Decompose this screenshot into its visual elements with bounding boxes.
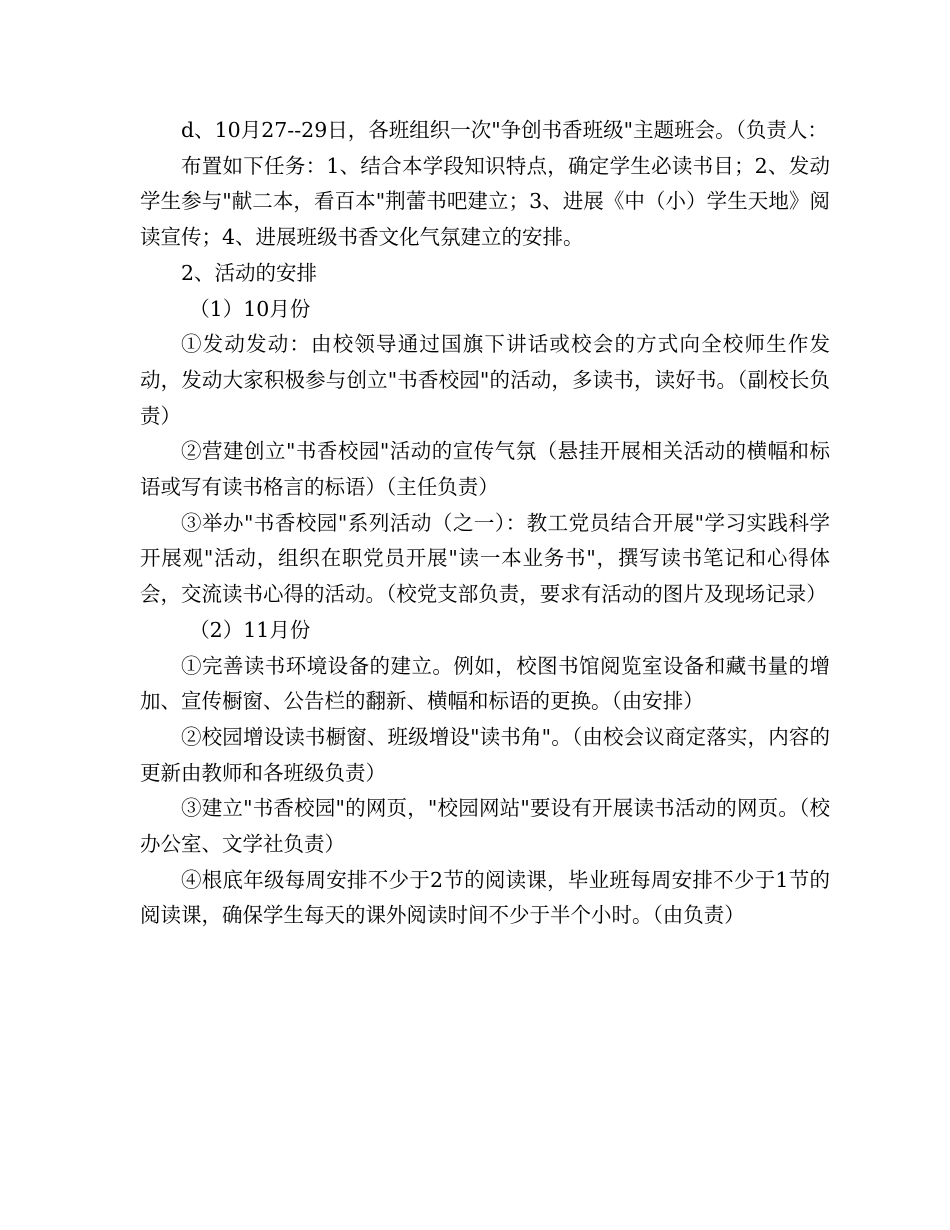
paragraph-october-item-1: ①发动发动：由校领导通过国旗下讲话或校会的方式向全校师生作发动，发动大家积极参与创立"书香校园"的活动，多读书，读好书。（副校长负责） [140,332,830,428]
paragraph-tasks: 布置如下任务：1、结合本学段知识特点，确定学生必读书目；2、发动学生参与"献二本，看百本"荆蕾书吧建立；3、进展《中（小）学生天地》阅读宣传；4、进展班级书香文化气氛建立的安排。 [140,153,830,250]
paragraph-october-item-3: ③举办"书香校园"系列活动（之一）：教工党员结合开展"学习实践科学开展观"活动，组织在职党员开展"读一本业务书"，撰写读书笔记和心得体会，交流读书心得的活动。（校党支部负责，要求有活动的图片及现场记录） [140,510,830,607]
section-heading-activity-schedule: 2、活动的安排 [181,260,318,285]
paragraph-november-item-2: ②校园增设读书橱窗、班级增设"读书角"。（由校会议商定落实，内容的更新由教师和各班级负责） [140,724,830,785]
paragraph-november-item-1: ①完善读书环境设备的建立。例如，校图书馆阅览室设备和藏书量的增加、宣传橱窗、公告栏的翻新、横幅和标语的更换。（由安排） [140,653,830,714]
subheading-november: （2）11月份 [189,617,311,642]
paragraph-november-item-4: ④根底年级每周安排不少于2节的阅读课，毕业班每周安排不少于1节的阅读课，确保学生每天的课外阅读时间不少于半个小时。（由负责） [140,867,830,928]
paragraph-october-item-2: ②营建创立"书香校园"活动的宣传气氛（悬挂开展相关活动的横幅和标语或写有读书格言的标语）（主任负责） [140,439,830,500]
paragraph-class-meeting: d、10月27--29日，各班组织一次"争创书香班级"主题班会。（负责人： [181,118,828,142]
paragraph-november-item-3: ③建立"书香校园"的网页，"校园网站"要设有开展读书活动的网页。（校办公室、文学社负责） [140,796,830,857]
subheading-october: （1）10月份 [189,296,311,321]
document-body [140,113,830,934]
